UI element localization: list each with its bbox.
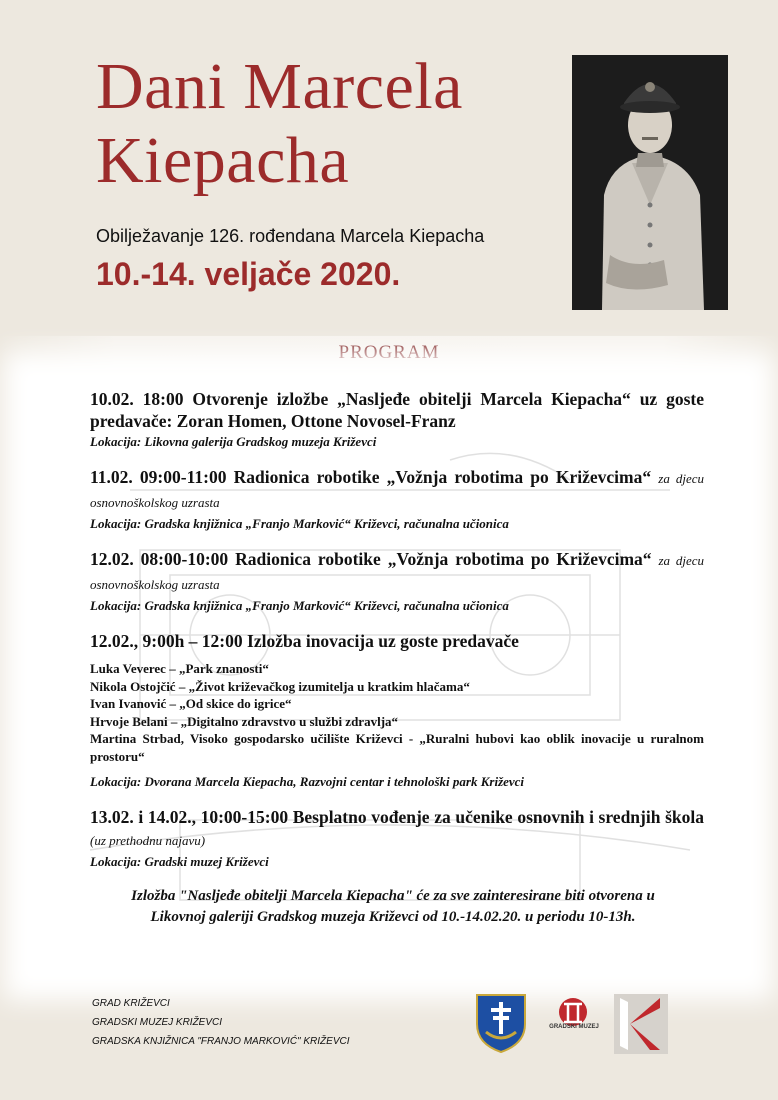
city-coat-of-arms-icon (474, 992, 528, 1054)
exhibition-note: Izložba "Nasljeđe obitelji Marcela Kiepacha" će za sve zainteresirane biti otvorena u Likovnoj galeriji Gradskog muzeja Križevci od 10.-14.02.20. u periodu 10-13h. (131, 888, 655, 925)
museum-logo-label: GRADSKI MUZEJ (549, 1024, 599, 1030)
portrait-photo (572, 55, 728, 310)
event-title: 13.02. i 14.02., 10:00-15:00 Besplatno vođenje za učenike osnovnih i srednjih škola (90, 807, 704, 827)
event-title: 10.02. 18:00 Otvorenje izložbe „Nasljeđe obitelji Marcela Kiepacha“ uz goste predavače: Zoran Homen, Ottone Novosel-Franz (90, 389, 704, 431)
program-event (90, 548, 704, 614)
speaker-item: Luka Veverec – „Park znanosti“ (90, 661, 269, 676)
event-location: Lokacija: Likovna galerija Gradskog muzeja Križevci (90, 434, 377, 449)
organizer-city: GRAD KRIŽEVCI (92, 998, 170, 1009)
event-location: Lokacija: Gradska knjižnica „Franjo Marković“ Križevci, računalna učionica (90, 598, 509, 613)
speaker-item: Hrvoje Belani – „Digitalno zdravstvo u službi zdravlja“ (90, 713, 399, 729)
library-logo-icon (614, 994, 668, 1054)
program-list (90, 388, 704, 886)
program-event (90, 630, 704, 790)
speaker-item: Ivan Ivanović – „Od skice do igrice“ (90, 696, 292, 711)
title-line-1: Dani Marcela (96, 50, 463, 123)
program-heading: PROGRAM (338, 342, 440, 363)
event-title: 12.02. 08:00-10:00 Radionica robotike „Vožnja robotima po Križevcima“ (90, 549, 652, 569)
event-note: (uz prethodnu najavu) (90, 833, 206, 848)
event-title: 11.02. 09:00-11:00 Radionica robotike „Vožnja robotima po Križevcima“ (90, 467, 652, 487)
speaker-list (90, 660, 704, 765)
poster-title (96, 50, 463, 198)
organizer-museum: GRADSKI MUZEJ KRIŽEVCI (92, 1017, 223, 1028)
event-dates: 10.-14. veljače 2020. (96, 256, 401, 292)
speaker-item: Martina Strbad, Visoko gospodarsko učilište Križevci - „Ruralni hubovi kao oblik inovacije u ruralnom prostoru“ (90, 731, 704, 764)
event-location: Lokacija: Dvorana Marcela Kiepacha, Razvojni centar i tehnološki park Križevci (90, 774, 525, 789)
event-note: za djecu osnovnoškolskog uzrasta (90, 471, 705, 510)
event-location: Lokacija: Gradska knjižnica „Franjo Marković“ Križevci, računalna učionica (90, 516, 509, 531)
title-line-2: Kiepacha (96, 124, 350, 197)
event-title-wrap (90, 466, 704, 514)
program-event (90, 806, 704, 870)
event-location: Lokacija: Gradski muzej Križevci (90, 854, 269, 869)
museum-logo-icon (548, 994, 598, 1050)
subtitle: Obilježavanje 126. rođendana Marcela Kiepacha (96, 226, 485, 246)
portrait-illustration (572, 55, 728, 310)
organizer-library: GRADSKA KNJIŽNICA "FRANJO MARKOVIĆ" KRIŽEVCI (92, 1036, 350, 1047)
event-title: 12.02., 9:00h – 12:00 Izložba inovacija uz goste predavače (90, 631, 519, 651)
program-event (90, 388, 704, 450)
event-note: za djecu osnovnoškolskog uzrasta (90, 553, 704, 592)
program-event (90, 466, 704, 532)
program-banner (0, 336, 778, 370)
organizers-list (92, 994, 350, 1051)
event-title-wrap (90, 806, 704, 852)
event-title-wrap (90, 548, 704, 596)
speaker-item: Nikola Ostojčić – „Život križevačkog izumitelja u kratkim hlačama“ (90, 678, 470, 694)
